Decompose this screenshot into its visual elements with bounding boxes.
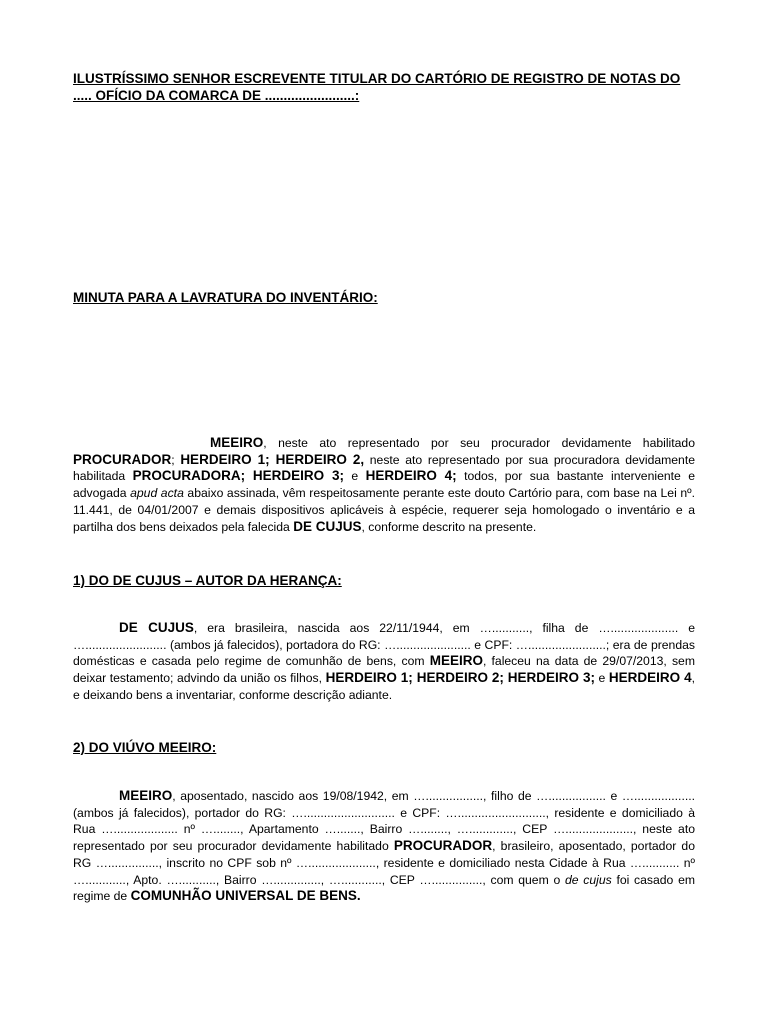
meeiro-name: MEEIRO xyxy=(210,435,264,450)
address-heading xyxy=(73,70,695,104)
procurador-name: PROCURADOR xyxy=(393,838,493,854)
address-line-2: ..... OFÍCIO DA COMARCA DE ........................: xyxy=(73,88,360,103)
section-2-heading: 2) DO VIÚVO MEEIRO: xyxy=(73,740,217,755)
meeiro-name: MEEIRO xyxy=(119,788,173,803)
heir-4: HERDEIRO 4; xyxy=(365,468,457,484)
heir-4: HERDEIRO 4 xyxy=(608,670,692,686)
de-cujus-italic: de cujus xyxy=(564,872,612,887)
section-2-paragraph: MEEIRO, aposentado, nascido aos 19/08/1942, em …................., filho de …................. e ….................. (ambos já falecidos), portador do RG: …........................... e CPF: ….........................., residente e domiciliado à Rua …................... nº …........, Apartamento …......., Bairro …........, …............., CEP …...................., neste ato representado por seu procurador devidamente habilitado PROCURADOR, brasileiro, aposentado, portador do RG …..............., inscrito no CPF sob nº …...................., residente e domiciliado nesta Cidade à Rua …........... nº …............, Apto. …..........., Bairro ….............., …............, CEP …..............., com quem o de cujus foi casado em regime de COMUNHÃO UNIVERSAL DE BENS. xyxy=(73,788,695,904)
procuradora-heir-3: PROCURADORA; HERDEIRO 3; xyxy=(132,468,344,484)
apud-acta: apud acta xyxy=(130,486,184,501)
section-1-heading: 1) DO DE CUJUS – AUTOR DA HERANÇA: xyxy=(73,573,342,588)
meeiro-name: MEEIRO xyxy=(429,653,483,669)
de-cujus-name: DE CUJUS xyxy=(293,518,362,534)
de-cujus-name: DE CUJUS xyxy=(119,620,194,635)
regime-name: COMUNHÃO UNIVERSAL DE BENS. xyxy=(130,888,361,904)
heirs-1-2: HERDEIRO 1; HERDEIRO 2, xyxy=(180,451,365,467)
address-line-1: ILUSTRÍSSIMO SENHOR ESCREVENTE TITULAR DO CARTÓRIO DE REGISTRO DE NOTAS DO xyxy=(73,71,681,86)
procurador-name: PROCURADOR xyxy=(73,451,172,467)
section-1-paragraph: DE CUJUS, era brasileira, nascida aos 22/11/1944, em …..........., filha de ….................... e …........................ (ambos já falecidos), portadora do RG: …...................... e CPF: ….......................; era de prendas domésticas e casada pelo regime de comunhão de bens, com MEEIRO, faleceu na data de 29/07/2013, sem deixar testamento; advindo da união os filhos, HERDEIRO 1; HERDEIRO 2; HERDEIRO 3; e HERDEIRO 4, e deixando bens a inventariar, conforme descrição adiante. xyxy=(73,620,696,702)
document-title: MINUTA PARA A LAVRATURA DO INVENTÁRIO: xyxy=(73,290,378,305)
intro-paragraph: MEEIRO, neste ato representado por seu procurador devidamente habilitado PROCURADOR; HERDEIRO 1; HERDEIRO 2, neste ato representado por sua procuradora devidamente habilitada PROCURADORA; HERDEIRO 3; e HERDEIRO 4; todos, por sua bastante interveniente e advogada apud acta abaixo assinada, vêm respeitosamente perante este douto Cartório para, com base na Lei nº. 11.441, de 04/01/2007 e demais dispositivos aplicáveis à espécie, requerer seja homologado o inventário e a partilha dos bens deixados pela falecida DE CUJUS, conforme descrito na presente. xyxy=(73,435,695,534)
heirs-list: HERDEIRO 1; HERDEIRO 2; HERDEIRO 3; xyxy=(325,670,595,686)
